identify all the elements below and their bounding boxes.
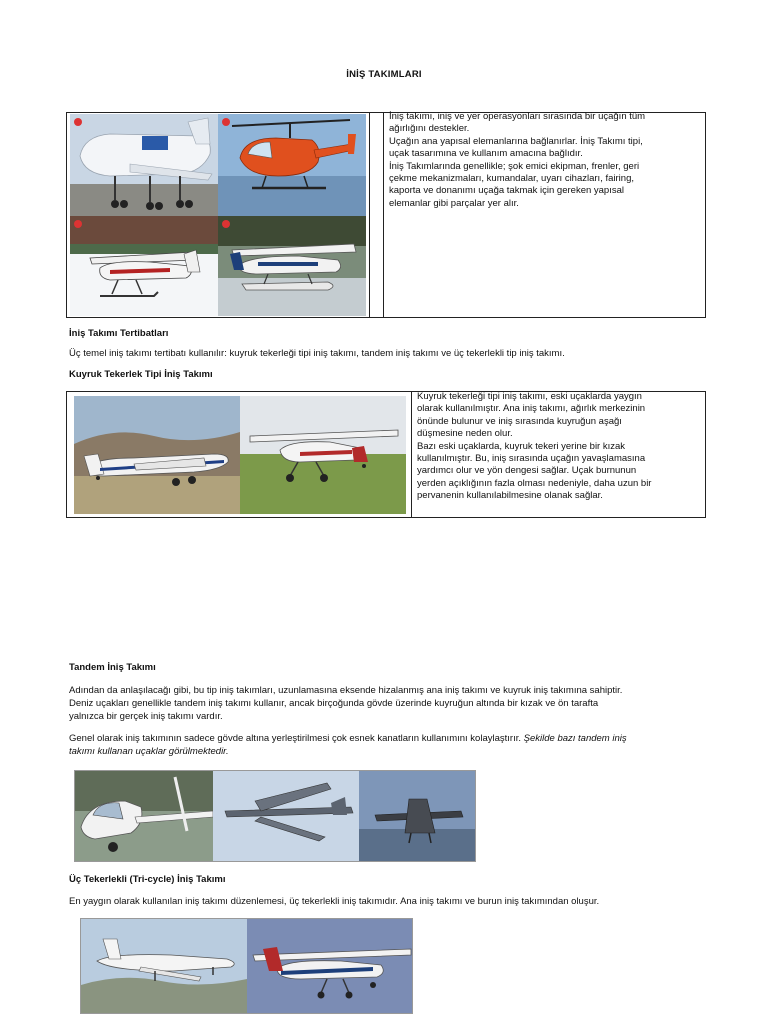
- taildragger-line: yerden açıklığının fazla olması nedeniyle, daha uzun bir: [417, 477, 652, 489]
- taildragger-heading: Kuyruk Tekerlek Tipi İniş Takımı: [69, 369, 213, 380]
- tandem-paragraph-1: [69, 684, 759, 723]
- intro-line: ağırlığını destekler.: [389, 123, 470, 135]
- ski-plane-photo: [70, 216, 218, 316]
- tricycle-heading: Üç Tekerlekli (Tri-cycle) İniş Takımı: [69, 874, 226, 885]
- tandem-paragraph-2: [69, 732, 759, 758]
- taildragger-text: [417, 391, 703, 503]
- tandem-heading: Tandem İniş Takımı: [69, 662, 156, 673]
- page-title: İNİŞ TAKIMLARI: [346, 69, 422, 80]
- taildragger-line: yardımcı olur ve yön dengesi sağlar. Uçak burnunun: [417, 465, 637, 477]
- airliner-photo: [70, 114, 218, 216]
- arrangements-heading: İniş Takımı Tertibatları: [69, 328, 169, 339]
- taildragger-table-divider: [411, 391, 412, 518]
- arrangements-text: Üç temel iniş takımı tertibatı kullanılır: kuyruk tekerleği tipi iniş takımı, tandem iniş takımı ve üç tekerlekli tip iniş takımı.: [69, 348, 565, 359]
- seaplane-photo: [218, 216, 366, 316]
- intro-table-divider-inner: [369, 112, 370, 318]
- intro-line: uçak tasarımına ve kullanım amacına bağlıdır.: [389, 148, 583, 160]
- intro-text: [389, 111, 705, 210]
- taildragger-line: önünde bulunur ve iniş sırasında kuyruğun aşağı: [417, 415, 622, 427]
- intro-line: kaporta ve donanımı uçağa takmak için gereken yapısal: [389, 185, 624, 197]
- taildragger-line: Kuyruk tekerleği tipi iniş takımı, eski uçaklarda yaygın: [417, 391, 642, 402]
- tricycle-photo-strip: [80, 918, 413, 1014]
- intro-table-divider: [383, 112, 384, 318]
- taildragger-line: kullanılmıştır. Bu, iniş sırasında uçağın yavaşlamasına: [417, 453, 646, 465]
- intro-line: İniş Takımlarında genellikle; şok emici ekipman, frenler, geri: [389, 160, 640, 172]
- taildragger-line: Bazı eski uçaklarda, kuyruk tekeri yerine bir kızak: [417, 440, 626, 452]
- intro-line: çekme mekanizmaları, kumandalar, uyarı cihazları, fairing,: [389, 173, 634, 185]
- helicopter-photo: [218, 114, 366, 216]
- intro-line: elemanlar gibi parçalar yer alır.: [389, 197, 519, 209]
- dc3-photo: [74, 396, 240, 514]
- tandem-p2-italic: Şekilde bazı tandem iniş: [523, 733, 627, 744]
- intro-line: Uçağın ana yapısal elemanlarına bağlanırlar. İniş Takımı tipi,: [389, 135, 643, 147]
- tricycle-text: En yaygın olarak kullanılan iniş takımı düzenlemesi, üç tekerlekli iniş takımıdır. Ana iniş takımı ve burun iniş takımından oluşur.: [69, 896, 600, 907]
- tandem-photo-strip: [74, 770, 476, 862]
- tandem-p1-line: yalnızca bir gerçek iniş takımı vardır.: [69, 711, 223, 722]
- tandem-p1-line: Deniz uçakları genellikle tandem iniş takımı kullanır, ancak birçoğunda gövde üzerinde kuyruğun altında bir kızak ve ön tarafta: [69, 698, 599, 709]
- taildragger-line: pervanenin kullanılabilmesine olanak sağlar.: [417, 490, 603, 502]
- tandem-p2-italic-cont: takımı kullanan uçaklar görülmektedir.: [69, 746, 229, 757]
- intro-line: İniş takımı, iniş ve yer operasyonları sırasında bir uçağın tüm: [389, 111, 646, 122]
- taildragger-line: düşmesine neden olur.: [417, 428, 513, 440]
- taildragger-line: olarak kullanılmıştır. Ana iniş takımı, ağırlık merkezinin: [417, 403, 646, 415]
- tandem-p1-line: Adından da anlaşılacağı gibi, bu tip iniş takımları, uzunlamasına eksende hizalanmış ana iniş takımı ve kuyruk iniş takımına sahiptir.: [69, 685, 623, 696]
- cub-photo: [240, 396, 406, 514]
- tandem-p2-text: Genel olarak iniş takımının sadece gövde altına yerleştirilmesi çok esnek kanatların kullanımını kolaylaştırır.: [69, 733, 524, 744]
